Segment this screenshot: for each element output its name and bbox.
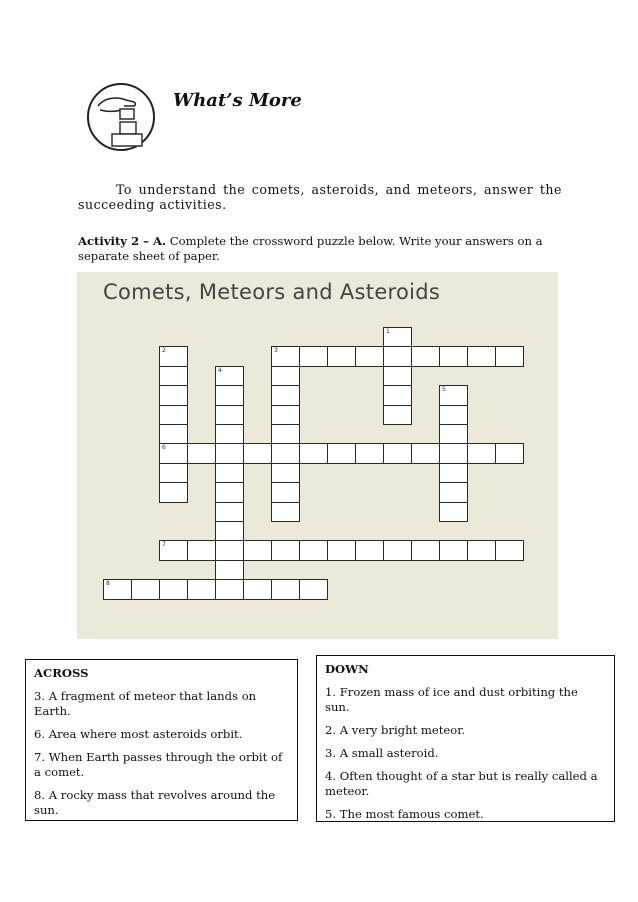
crossword-cell — [383, 346, 412, 366]
crossword-cell — [243, 540, 272, 560]
crossword-cell — [215, 366, 244, 386]
crossword-cell — [299, 346, 328, 366]
crossword-cell — [271, 463, 300, 483]
crossword-cell — [439, 540, 468, 560]
down-clue: 2. A very bright meteor. — [325, 723, 466, 737]
crossword-cell — [439, 424, 468, 444]
down-clue: 3. A small asteroid. — [325, 746, 439, 760]
crossword-cell — [271, 482, 300, 502]
crossword-cell — [383, 327, 412, 347]
crossword-cell — [159, 346, 188, 366]
intro-paragraph: To understand the comets, asteroids, and meteors, answer the succeeding activities. — [78, 182, 562, 212]
crossword-cell — [215, 579, 244, 599]
crossword-puzzle — [77, 272, 558, 639]
crossword-cell — [271, 540, 300, 560]
crossword-cell — [467, 443, 496, 463]
clue-number: 3 — [274, 347, 278, 355]
down-heading: DOWN — [325, 662, 369, 676]
clue-number: 2 — [162, 347, 166, 355]
activity-label: Activity 2 – A. — [78, 234, 167, 248]
crossword-cell — [159, 424, 188, 444]
crossword-cell — [495, 443, 524, 463]
crossword-cell — [187, 443, 216, 463]
crossword-cell — [439, 385, 468, 405]
crossword-cell — [215, 405, 244, 425]
across-clues-box — [25, 659, 298, 821]
crossword-cell — [271, 443, 300, 463]
crossword-cell — [215, 540, 244, 560]
crossword-cell — [439, 502, 468, 522]
crossword-cell — [103, 579, 132, 599]
crossword-cell — [187, 540, 216, 560]
crossword-cell — [187, 579, 216, 599]
crossword-cell — [159, 385, 188, 405]
crossword-cell — [299, 579, 328, 599]
crossword-cell — [467, 540, 496, 560]
crossword-cell — [383, 405, 412, 425]
crossword-cell — [159, 482, 188, 502]
crossword-cell — [355, 540, 384, 560]
crossword-cell — [159, 405, 188, 425]
crossword-cell — [215, 502, 244, 522]
crossword-cell — [467, 346, 496, 366]
across-clue: 7. When Earth passes through the orbit of a comet. — [34, 750, 283, 779]
clue-number: 5 — [442, 386, 446, 394]
crossword-cell — [411, 540, 440, 560]
crossword-cell — [411, 443, 440, 463]
crossword-cell — [383, 443, 412, 463]
crossword-cell — [215, 521, 244, 541]
down-clue: 5. The most famous comet. — [325, 807, 484, 821]
clue-number: 1 — [386, 328, 390, 335]
crossword-cell — [271, 424, 300, 444]
crossword-cell — [215, 424, 244, 444]
crossword-cell — [215, 463, 244, 483]
clue-number: 8 — [106, 580, 110, 588]
crossword-cell — [131, 579, 160, 599]
crossword-cell — [271, 366, 300, 386]
crossword-cell — [411, 346, 440, 366]
clue-number: 4 — [218, 366, 222, 374]
crossword-cell — [159, 463, 188, 483]
crossword-cell — [383, 385, 412, 405]
across-clue: 6. Area where most asteroids orbit. — [34, 727, 243, 741]
crossword-cell — [439, 405, 468, 425]
crossword-cell — [355, 346, 384, 366]
crossword-cell — [159, 443, 188, 463]
crossword-cell — [159, 366, 188, 386]
crossword-cell — [215, 560, 244, 580]
crossword-cell — [271, 502, 300, 522]
crossword-cell — [495, 346, 524, 366]
crossword-cell — [299, 540, 328, 560]
crossword-cell — [215, 482, 244, 502]
crossword-cell — [383, 540, 412, 560]
crossword-cell — [215, 385, 244, 405]
section-title: What’s More — [173, 90, 302, 111]
activity-text: Complete the crossword puzzle below. Write your answers on a separate sheet of paper. — [78, 234, 543, 263]
across-clue: 3. A fragment of meteor that lands on Earth. — [34, 689, 257, 718]
clue-number: 7 — [162, 541, 166, 549]
crossword-cell — [439, 463, 468, 483]
crossword-cell — [439, 443, 468, 463]
crossword-cell — [383, 366, 412, 386]
crossword-cell — [439, 346, 468, 366]
crossword-cell — [159, 540, 188, 560]
crossword-cell — [327, 540, 356, 560]
crossword-cell — [439, 482, 468, 502]
down-clue: 1. Frozen mass of ice and dust orbiting the sun. — [325, 685, 578, 714]
puzzle-title: Comets, Meteors and Asteroids — [103, 280, 441, 304]
crossword-cell — [495, 540, 524, 560]
crossword-cell — [355, 443, 384, 463]
crossword-cell — [215, 443, 244, 463]
crossword-cell — [243, 443, 272, 463]
clue-number: 6 — [162, 444, 166, 452]
across-heading: ACROSS — [34, 666, 89, 680]
down-clues-box — [316, 655, 615, 822]
crossword-cell — [271, 579, 300, 599]
across-clue: 8. A rocky mass that revolves around the sun. — [34, 788, 276, 817]
crossword-cell — [271, 346, 300, 366]
crossword-cell — [159, 579, 188, 599]
activity-instructions — [78, 234, 558, 264]
hand-stacking-blocks-icon — [86, 82, 156, 152]
crossword-cell — [271, 405, 300, 425]
crossword-cell — [271, 385, 300, 405]
crossword-cell — [327, 346, 356, 366]
crossword-cell — [327, 443, 356, 463]
crossword-cell — [299, 443, 328, 463]
down-clue: 4. Often thought of a star but is really called a meteor. — [325, 769, 598, 798]
crossword-cell — [243, 579, 272, 599]
